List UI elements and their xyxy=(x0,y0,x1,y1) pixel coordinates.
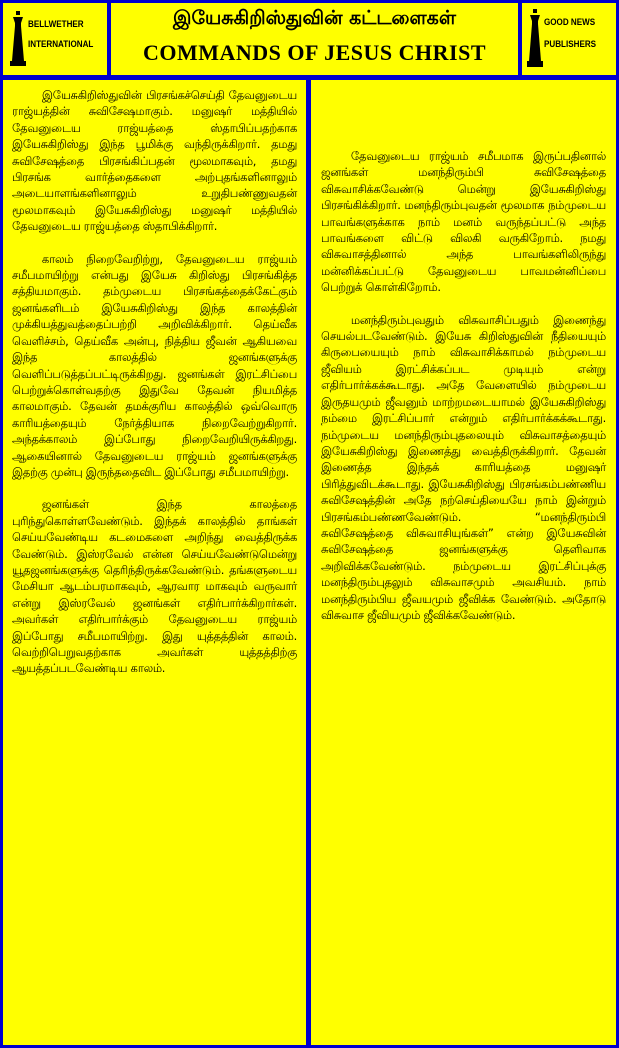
paragraph: இயேசுகிறிஸ்துவின் பிரசங்கச்செய்தி தேவனுடைய ராஜ்யத்தின் சுவிசேஷமாகும். மனுஷர் மத்தியில் தேவனுடைய ராஜ்யத்தை ஸ்தாபிப்பதற்காக இயேசுகிறிஸ்து இந்த பூமிக்கு வந்திருக்கிறார். தமது சுவிசேஷத்தை பிரசங்கிப்பதன் மூலமாகவும், தமது பிரசங்க வார்த்தைகளை அற்புதங்களினாலும் அடையாளங்களினாலும் உறுதிபண்ணுவதன் மூலமாகவும் இயேசுகிறிஸ்து மனுஷர் மத்தியில் தேவனுடைய ராஜ்யத்தை ஸ்தாபிக்கிறார். xyxy=(12,88,297,234)
bellwether-logo-text xyxy=(28,18,93,52)
logo-line-1: BELLWETHER xyxy=(28,19,84,30)
paragraph: காலம் நிறைவேறிற்று, தேவனுடைய ராஜ்யம் சமீபமாயிற்று என்பது இயேசு கிறிஸ்து பிரசங்கித்த சத்தியமாகும். தம்முடைய பிரசங்கத்தைக்கேட்கும் ஜனங்களிடம் இயேசுகிறிஸ்து இந்த காலத்தின் முக்கியத்துவத்தைப்பற்றி அறிவிக்கிறார். தெய்வீக வெளிச்சம், தெய்வீக அன்பு, நித்திய ஜீவன் ஆகியவை இந்த காலத்தில் ஜனங்களுக்கு வெளிப்படுத்தப்பட்டிருக்கிறது. ஜனங்கள் இரட்சிப்பை பெற்றுக்கொள்வதற்கு இதுவே தேவன் நியமித்த காலமாகும். தேவன் தமக்குரிய காலத்தில் ஒவ்வொரு காரியத்தையும் நேர்த்தியாக நிறைவேற்றுகிறார். அந்தக்காலம் இப்போது நிறைவேறியிருக்கிறது. ஆகையினால் தேவனுடைய ராஜ்யம் ஜனங்களுக்கு இதற்கு முன்பு இருந்ததைவிட இப்போது சமீபமாயிற்று. xyxy=(12,251,297,479)
paragraph: மனந்திரும்புவதும் விசுவாசிப்பதும் இணைந்து செயல்படவேண்டும். இயேசு கிறிஸ்துவின் நீதியையும் கிருபையையும் நாம் விசுவாசிக்காமல் நம்முடைய ஜீவியம் இரட்சிக்கப்பட முடியும் என்று எதிர்பார்க்கக்கூடாது. அதே வேளையில் நம்முடைய இருதயமும் ஜீவனும் மாற்றமடையாமல் இயேசுகிறிஸ்து நம்மை இரட்சிப்பார் என்றும் எதிர்பார்க்கக்கூடாது. நம்முடைய மனந்திரும்புதலையும் விசுவாசத்தையும் இயேசுகிறிஸ்து இணைத்து வைத்திருக்கிறார். தேவன் இணைத்த இந்தக் காரியத்தை மனுஷர் பிரித்துவிடக்கூடாது. இயேசுகிறிஸ்து பிரசங்கம்பண்ணிய சுவிசேஷத்தின் அதே நற்செய்தியையே நாம் இன்றும் பிரசங்கம்பண்ணவேண்டும். “மனந்திரும்பி சுவிசேஷத்தை விசுவாசியுங்கள்” என்ற இயேசுவின் சுவிசேஷத்தை ஜனங்களுக்கு தெளிவாக அறிவிக்கவேண்டும். நம்முடைய இரட்சிப்புக்கு மனந்திரும்புதலும் விசுவாசமும் அவசியம். நாம் மனந்திரும்பிய ஜீவயமும் ஜீவிக்க வேண்டும். அதோடு விசுவாச ஜீவியமும் ஜீவிக்கவேண்டும். xyxy=(321,312,606,622)
paragraph: தேவனுடைய ராஜ்யம் சமீபமாக இருப்பதினால் ஜனங்கள் மனந்திரும்பி சுவிசேஷத்தை விசுவாசிக்கவேண்டு மென்று இயேசுகிறிஸ்து பிரசங்கிக்கிறார். மனந்திரும்புவதன் மூலமாக நம்முடைய பாவங்களுக்காக நாம் மனம் வருந்தப்பட்டு அந்த பாவங்களை விட்டு விலகி வருகிறோம். நமது விசுவாசத்தினால் அந்த பாவங்களிலிருந்து மன்னிக்கப்பட்டு தேவனுடைய பாவமன்னிப்பை பெற்றுக் கொள்கிறோம். xyxy=(321,149,606,295)
lighthouse-icon xyxy=(526,9,544,69)
title-tamil: இயேசுகிறிஸ்துவின் கட்டளைகள் xyxy=(173,7,456,29)
logo-line-2: PUBLISHERS xyxy=(544,39,597,50)
page-header xyxy=(0,0,619,79)
good-news-logo-text xyxy=(544,16,596,52)
paragraph: ஜனங்கள் இந்த காலத்தை புரிந்துகொள்ளவேண்டும். இந்தக் காலத்தில் தாங்கள் செய்யவேண்டிய கடமைகளை அறிந்து வைத்திருக்க வேண்டும். இஸ்ரவேல் என்ன செய்யவேண்டுமென்று யூதஜனங்களுக்கு தெரிந்திருக்கவேண்டும். தங்களுடைய மேசியா ஆடம்பரமாகவும், ஆரவார மாகவும் வருவார் என்று இஸ்ரவேல் ஜனங்கள் எதிர்பார்க்கிறார்கள். அவர்கள் எதிர்பார்க்கும் தேவனுடைய ராஜ்யம் இப்போது சமீபமாயிற்று. இது யுத்தத்தின் காலம். வெற்றிபெறுவதற்காக அவர்கள் யுத்தத்திற்கு ஆயத்தப்படவேண்டிய காலம். xyxy=(12,497,297,676)
title-banner xyxy=(111,3,518,75)
logo-line-2: INTERNATIONAL xyxy=(28,39,94,50)
bellwether-logo xyxy=(3,3,107,75)
left-column xyxy=(3,80,306,1045)
lighthouse-icon xyxy=(9,11,27,67)
right-column xyxy=(311,80,616,1045)
logo-line-1: GOOD NEWS xyxy=(544,17,596,28)
good-news-logo xyxy=(522,3,616,75)
title-english: COMMANDS OF JESUS CHRIST xyxy=(142,40,487,65)
